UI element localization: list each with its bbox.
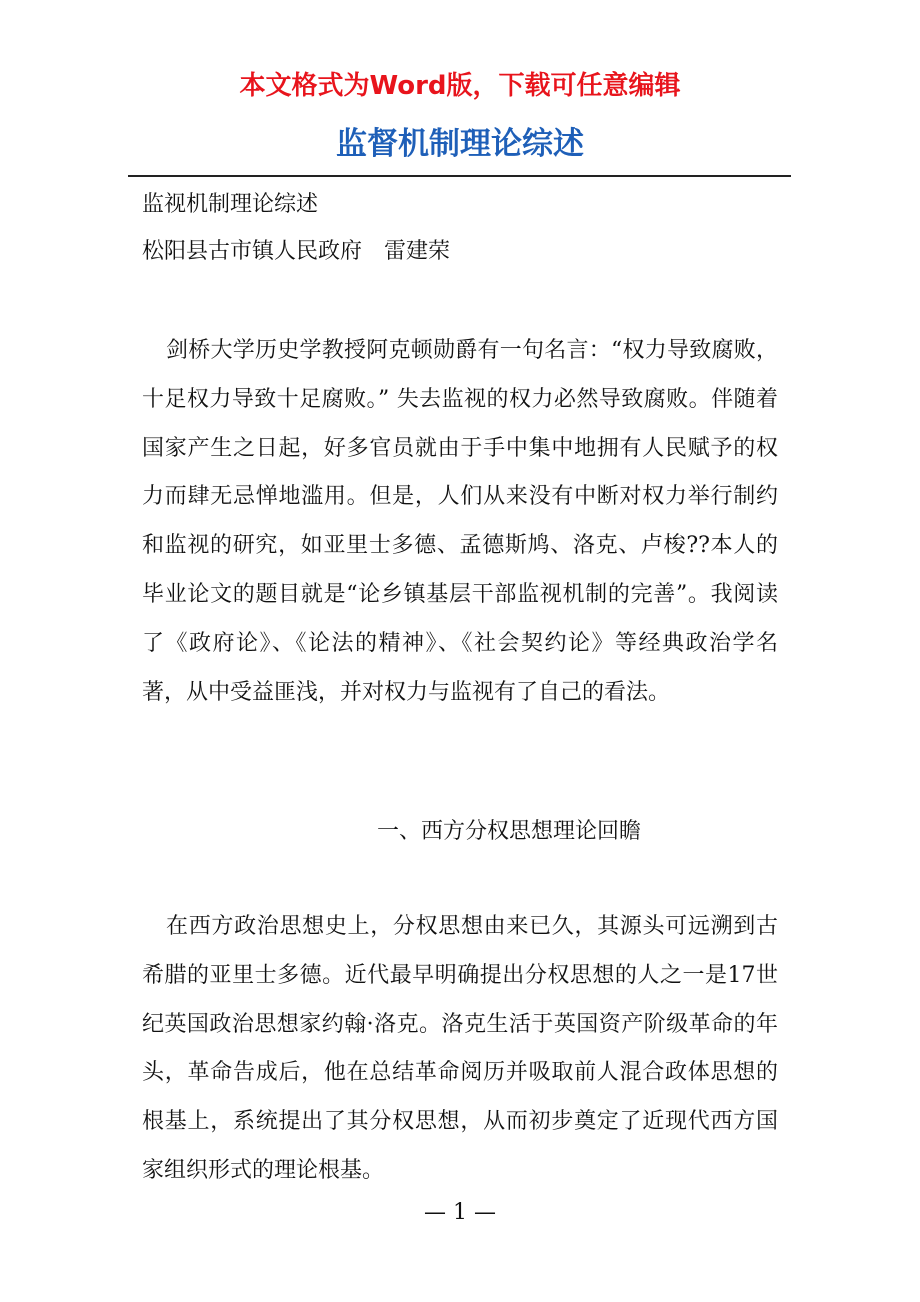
download-notice-banner: 本文格式为Word版，下载可任意编辑	[239, 71, 681, 101]
document-title: 监督机制理论综述	[336, 126, 584, 162]
document-subtitle: 监视机制理论综述	[142, 192, 319, 217]
section-heading: 一、西方分权思想理论回瞻	[377, 819, 642, 844]
page-number: — 1 —	[424, 1200, 496, 1225]
author-line: 松阳县古市镇人民政府 雷建荣	[142, 239, 451, 264]
title-divider	[128, 175, 791, 177]
body-paragraph-1: 剑桥大学历史学教授阿克顿勋爵有一句名言：“权力导致腐败，十足权力导致十足腐败。” 失去监视的权力必然导致腐败。伴随着国家产生之日起，好多官员就由于手中集中地拥有人民赋予的权力而肆无忌惮地滥用。但是，人们从来没有中断对权力举行制约和监视的研究，如亚里士多德、孟德斯鸠、洛克、卢梭??本人的毕业论文的题目就是“论乡镇基层干部监视机制的完善”。我阅读了《政府论》、《论法的精神》、《社会契约论》等经典政治学名著，从中受益匪浅，并对权力与监视有了自己的看法。	[142, 338, 778, 705]
body-paragraph-2: 在西方政治思想史上，分权思想由来已久，其源头可远溯到古希腊的亚里士多德。近代最早明确提出分权思想的人之一是17世纪英国政治思想家约翰·洛克。洛克生活于英国资产阶级革命的年头，革命告成后，他在总结革命阅历并吸取前人混合政体思想的根基上，系统提出了其分权思想，从而初步奠定了近现代西方国家组织形式的理论根基。	[142, 914, 778, 1183]
